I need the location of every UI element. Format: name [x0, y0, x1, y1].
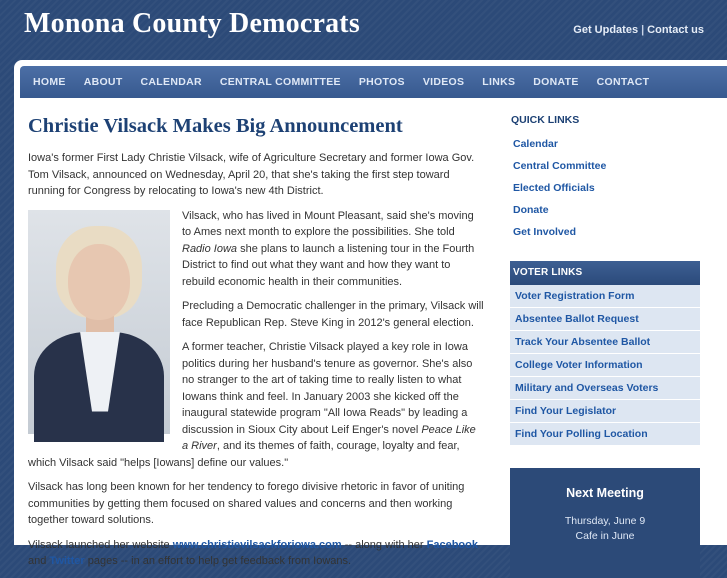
- voter-link-absentee-request[interactable]: Absentee Ballot Request: [510, 308, 700, 331]
- text-run: pages -- in an effort to help get feedback from Iowans.: [84, 555, 352, 567]
- text-run: she plans to launch a listening tour in the Fourth District to find out what they want and how they want to rebuild economic health in their communities.: [182, 242, 475, 288]
- article-paragraph: Precluding a Democratic challenger in the primary, Vilsack will face Republican Rep. Steve King in 2012's general election.: [182, 300, 484, 329]
- quick-link-donate[interactable]: Donate: [513, 204, 549, 216]
- voter-link-college-voter[interactable]: College Voter Information: [510, 354, 700, 377]
- contact-us-link[interactable]: Contact us: [647, 24, 704, 36]
- main-nav: [20, 66, 727, 98]
- voter-link-military-overseas[interactable]: Military and Overseas Voters: [510, 377, 700, 400]
- novel-title-italic: Peace Like a River: [182, 423, 476, 452]
- nav-videos[interactable]: VIDEOS: [422, 76, 465, 88]
- nav-donate[interactable]: DONATE: [533, 76, 579, 88]
- quick-link-central-committee[interactable]: Central Committee: [513, 160, 607, 172]
- nav-about[interactable]: ABOUT: [83, 76, 123, 88]
- radio-iowa-italic: Radio Iowa: [182, 242, 238, 255]
- site-header: [0, 0, 727, 60]
- next-meeting-detail: Cafe in June: [575, 530, 635, 542]
- voter-link-track-absentee[interactable]: Track Your Absentee Ballot: [510, 331, 700, 354]
- header-links: [573, 24, 704, 36]
- voter-link-find-legislator[interactable]: Find Your Legislator: [510, 400, 700, 423]
- next-meeting-box: [510, 468, 700, 578]
- article-paragraph: Iowa's former First Lady Christie Vilsack, wife of Agriculture Secretary and former Iowa Gov. Tom Vilsack, announced on Wednesday, April 20, that she's taking the first step toward running for Congress by relocating to Iowa's new 4th District.: [28, 152, 475, 197]
- article-paragraph: [28, 537, 484, 570]
- sidebar: [510, 114, 700, 578]
- christie-vilsack-photo: [28, 210, 170, 434]
- page-body: [14, 60, 727, 567]
- site-title[interactable]: Monona County Democrats: [24, 8, 360, 39]
- next-meeting-date: Thursday, June 9: [564, 515, 646, 527]
- nav-home[interactable]: HOME: [33, 76, 66, 88]
- quick-links-heading: QUICK LINKS: [511, 114, 580, 126]
- text-run: A former teacher, Christie Vilsack played a key role in Iowa politics during her husband's tenure as governor. She's also no stranger to the art of taking time to really listen to what Iowans think and feel. In January 2003 she kicked off the inaugural statewide program "All Iowa Reads" by leading a discussion in Sioux City about Leif Enger's novel: [182, 341, 473, 436]
- quick-link-calendar[interactable]: Calendar: [513, 138, 558, 150]
- voter-link-polling-location[interactable]: Find Your Polling Location: [510, 423, 700, 446]
- article-title: Christie Vilsack Makes Big Announcement: [28, 115, 403, 137]
- campaign-website-link[interactable]: www.christievilsackforiowa.com: [172, 538, 342, 551]
- next-meeting-title: Next Meeting: [566, 486, 644, 500]
- photo-face: [68, 244, 130, 320]
- article-paragraph: Vilsack has long been known for her tendency to forego divisive rhetoric in favor of uniting communities by getting them focused on shared values and concerns and then working together toward solutions.: [28, 481, 465, 526]
- text-run: , and its themes of faith, courage, loyalty and fear, which Vilsack said "helps [Iowans] define our values.": [28, 440, 460, 469]
- voter-links-heading: VOTER LINKS: [510, 261, 700, 285]
- twitter-link[interactable]: Twitter: [49, 555, 85, 567]
- text-run: -- along with her: [341, 538, 427, 551]
- text-run: Vilsack, who has lived in Mount Pleasant, said she's moving to Ames next month to explore the possibilities. She told: [182, 209, 474, 238]
- get-updates-link[interactable]: Get Updates: [573, 24, 639, 36]
- quick-link-get-involved[interactable]: Get Involved: [513, 226, 577, 238]
- facebook-link[interactable]: Facebook: [426, 538, 478, 551]
- header-separator: |: [641, 24, 645, 36]
- text-run: Vilsack launched her website: [28, 538, 173, 551]
- nav-calendar[interactable]: CALENDAR: [140, 76, 202, 88]
- nav-contact[interactable]: CONTACT: [596, 76, 650, 88]
- nav-links[interactable]: LINKS: [482, 76, 516, 88]
- article: [28, 114, 484, 567]
- quick-link-elected-officials[interactable]: Elected Officials: [513, 182, 595, 194]
- text-run: and: [28, 555, 50, 567]
- nav-central-committee[interactable]: CENTRAL COMMITTEE: [219, 76, 341, 88]
- nav-photos[interactable]: PHOTOS: [358, 76, 405, 88]
- voter-link-registration-form[interactable]: Voter Registration Form: [510, 285, 700, 308]
